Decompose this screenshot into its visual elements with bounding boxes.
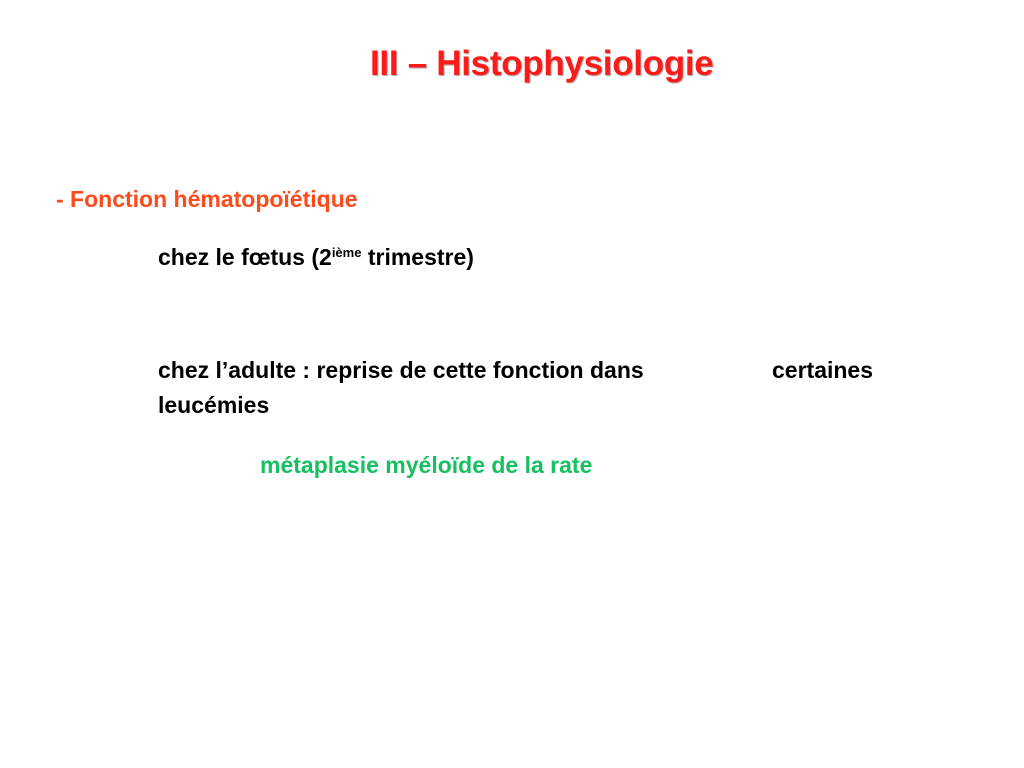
slide-title: III – Histophysiologie (370, 44, 714, 83)
section-heading: - Fonction hématopoïétique (56, 186, 358, 212)
fetus-superscript: ième (331, 245, 362, 260)
fetus-text-before: chez le fœtus (2 (158, 244, 332, 270)
fetus-text-after: trimestre) (361, 244, 474, 270)
adult-line-2: leucémies (158, 392, 270, 418)
metaplasia-text: métaplasie myéloïde de la rate (260, 452, 593, 478)
adult-line-1-end: certaines (772, 357, 874, 383)
adult-line-1: chez l’adulte : reprise de cette fonction dans (158, 357, 644, 383)
fetus-line (158, 244, 474, 271)
